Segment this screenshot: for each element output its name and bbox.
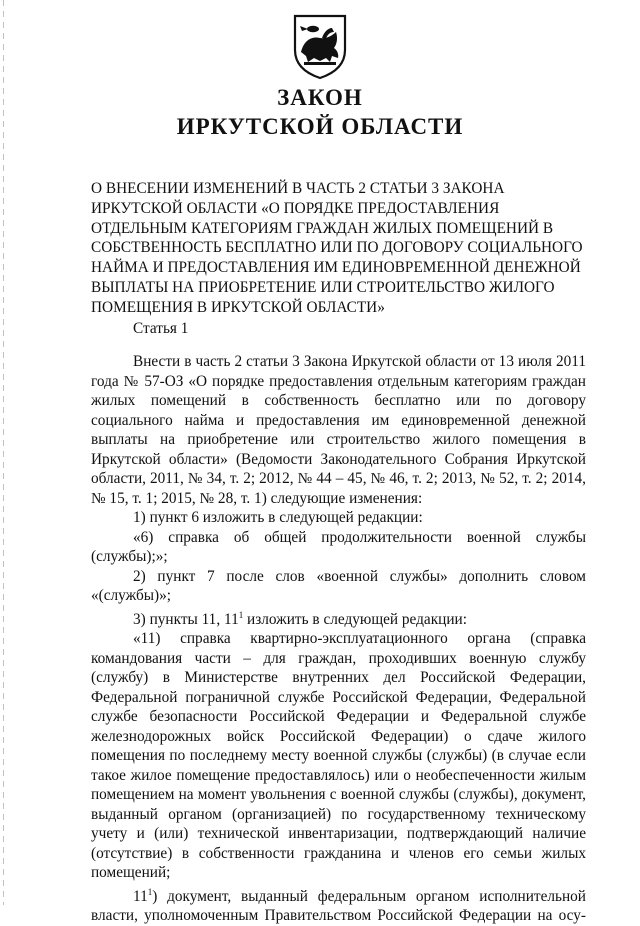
item-11-text: «11) справка квартирно-эксплуатационного органа (справка командования части – для граждан, проходивших военную службу (службу) в Министерстве внутренних дел Российской Федерации, Федеральной пограничной службе Российской Федерации, Федеральной службе безопасности Российской Федерации и Федеральной службе железнодорожных войск Российской Федерации) о сдаче жилого помещения по последнему месту военной службы (службы) (в случае если такое жилое помещение предоставлялось) или о необеспеченности жилым помещением на момент увольнения с военной службы (службы), документ, выданный органом (организацией) по государственному техническому учету и (или) технической инвентаризации, подтверждающий наличие (отсутствие) в собственности гражданина и членов его семьи жилых помещений; — [91, 630, 586, 881]
item-3-prefix: 3) пункты 11, 11 — [133, 610, 239, 628]
intro-paragraph: Внести в часть 2 статьи 3 Закона Иркутской области от 13 июля 2011 года № 57-ОЗ «О порядке предоставления отдельным категориям граждан жилых помещений в собственность бесплатно или по договору социального найма и предоставления им единовременной денежной выплаты на приобретение или строительство жилого помещения в Иркутской области» (Ведомости Законодательного Собрания Иркутской области, 2011, № 34, т. 2; 2012, № 44 – 45, № 46, т. 2; 2013, № 52, т. 2; 2014, № 15, т. 1; 2015, № 28, т. 1) следующие изменения: — [91, 353, 586, 507]
item-3-superscript: 1 — [238, 609, 244, 620]
item-2: 2) пункт 7 после слов «военной службы» дополнить словом «(службы)»; — [91, 567, 586, 604]
article-body — [91, 352, 586, 926]
item-3-suffix: изложить в следующей редакции: — [243, 610, 467, 628]
item-11-1-prefix: 11 — [133, 887, 148, 905]
item-11-1 — [91, 883, 586, 926]
item-11-1-text: ) документ, выданный федеральным органом исполнительной власти, уполномоченным Правительством Российской Федерации на осу- — [91, 887, 586, 924]
coat-of-arms-icon — [292, 14, 348, 80]
item-1-text: «6) справка об общей продолжительности военной службы (службы);»; — [91, 528, 586, 565]
law-title: ЗАКОН — [277, 85, 363, 110]
item-11-1-superscript: 1 — [147, 886, 153, 897]
law-heading: О ВНЕСЕНИИ ИЗМЕНЕНИЙ В ЧАСТЬ 2 СТАТЬИ 3 ЗАКОНА ИРКУТСКОЙ ОБЛАСТИ «О ПОРЯДКЕ ПРЕДОСТАВЛЕНИЯ ОТДЕЛЬНЫМ КАТЕГОРИЯМ ГРАЖДАН ЖИЛЫХ ПОМЕЩЕНИЙ В СОБСТВЕННОСТЬ БЕСПЛАТНО ИЛИ ПО ДОГОВОРУ СОЦИАЛЬНОГО НАЙМА И ПРЕДОСТАВЛЕНИЯ ИМ ЕДИНОВРЕМЕННОЙ ДЕНЕЖНОЙ ВЫПЛАТЫ НА ПРИОБРЕТЕНИЕ ИЛИ СТРОИТЕЛЬСТВО ЖИЛОГО ПОМЕЩЕНИЯ В ИРКУТСКОЙ ОБЛАСТИ» — [91, 180, 583, 316]
item-1: 1) пункт 6 изложить в следующей редакции: — [133, 509, 423, 526]
article-title: Статья 1 — [133, 320, 189, 337]
item-3 — [91, 606, 586, 630]
law-region-title: ИРКУТСКОЙ ОБЛАСТИ — [176, 114, 464, 139]
